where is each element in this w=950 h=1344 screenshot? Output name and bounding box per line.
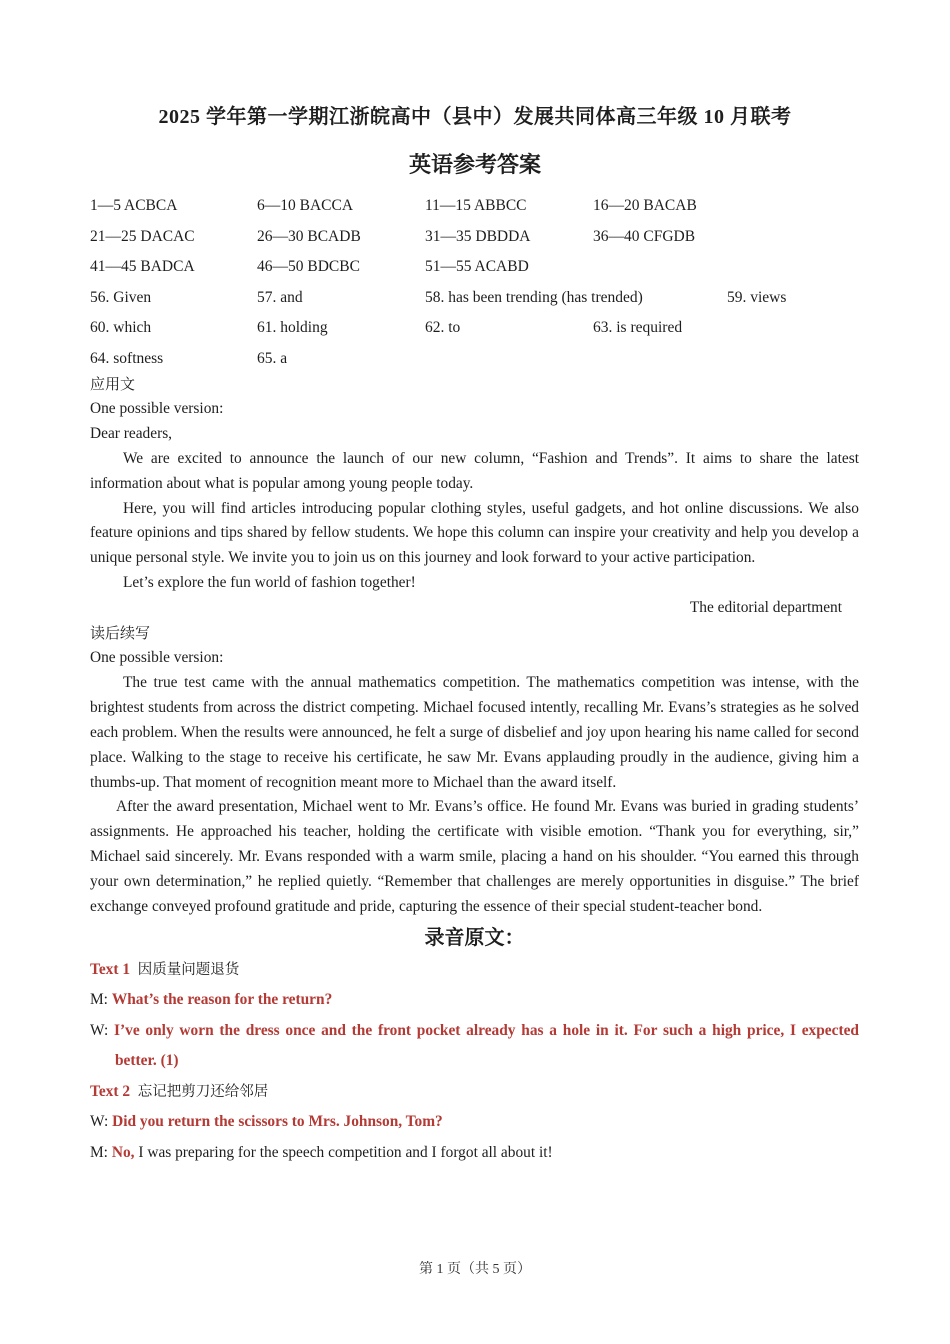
section-heading-continuation: 读后续写 [90,624,151,643]
answer-cell: 16—20 BACAB [593,197,697,214]
dialogue-line [90,1138,859,1169]
document-body [90,372,859,1168]
answer-cell: 62. to [425,319,461,336]
dialogue-line [90,1016,859,1077]
answer-cell: 57. and [257,288,303,306]
answer-cell: 1—5 ACBCA [90,197,178,214]
dialogue-line [90,985,859,1016]
dialogue-text: What’s the reason for the return? [111,991,333,1009]
answer-cell: 56. Given [90,288,152,306]
letter-paragraph: We are excited to announce the launch of our new column, “Fashion and Trends”. It aims to share the latest information about what is popular among young people today. [90,449,859,492]
answer-cell: 51—55 ACABD [425,258,529,275]
section-heading-writing: 应用文 [90,375,136,393]
answer-row [90,228,870,259]
answer-row [90,319,870,350]
text1-topic: 因质量问题退货 [137,961,240,978]
speaker-label: W: [90,1021,109,1039]
dialogue-text: Did you return the scissors to Mrs. Johnson, Tom? [112,1113,443,1131]
answer-cell: 6—10 BACCA [257,197,354,214]
dialogue-text: I was preparing for the speech competition and I forgot all about it! [138,1143,553,1161]
story-paragraph: After the award presentation, Michael went to Mr. Evans’s office. He found Mr. Evans was buried in grading students’ assignments. He approached his teacher, holding the certificate with visible emotion. “Thank you for everything, sir,” Michael said sincerely. Mr. Evans responded with a warm smile, placing a hand on his shoulder. “You earned this through your own determination,” he replied quietly. “Remember that challenges are merely opportunities in disguise.” The brief exchange conveyed profound gratitude and pride, capturing the essence of their special student-teacher bond. [90,798,859,916]
answer-cell: 36—40 CFGDB [593,227,696,245]
speaker-label: M: [90,1143,108,1161]
letter-paragraph: Let’s explore the fun world of fashion together! [123,574,416,592]
story-paragraph: The true test came with the annual mathematics competition. The mathematics competition was intense, with the brightest students from across the district competing. Michael focused intently, recalling Mr. Evans’s strategies as he solved each problem. When the results were announced, he felt a surge of disbelief and joy upon hearing his name called for second place. Walking to the stage to receive his certificate, he saw Mr. Evans applauding proudly in the audience, giving him a thumbs-up. That moment of recognition meant more to Michael than the award itself. [90,673,859,791]
answer-cell: 61. holding [257,319,328,336]
answer-cell: 26—30 BCADB [257,227,361,245]
dialogue-text: I’ve only worn the dress once and the front pocket already has a hole in it. For such a high price, I expected better. (1) [114,1021,859,1070]
answer-cell: 31—35 DBDDA [425,227,531,245]
version-label: One possible version: [90,648,224,666]
page-title: 2025 学年第一学期江浙皖高中（县中）发展共同体高三年级 10 月联考 [158,106,792,128]
answer-cell: 58. has been trending (has trended) [425,288,643,306]
answer-cell: 21—25 DACAC [90,227,195,245]
text2-tag: Text 2 [90,1082,131,1100]
text1-tag: Text 1 [90,960,131,978]
page-subtitle: 英语参考答案 [408,152,541,177]
letter-paragraph: Here, you will find articles introducing popular clothing styles, useful gadgets, and hot online discussions. We also feature opinions and tips shared by fellow students. We hope this column can inspire your creativity and help you develop a unique personal style. We invite you to join us on this journey and look forward to your active participation. [90,499,859,567]
answer-cell: 63. is required [593,319,683,336]
dialogue-answer: No, [111,1143,135,1161]
answer-cell: 64. softness [90,349,164,367]
answer-row [90,258,870,289]
page-footer: 第 1 页（共 5 页） [419,1262,531,1277]
speaker-label: M: [90,991,108,1009]
text1-heading [90,955,859,986]
answer-row [90,289,870,320]
version-label: One possible version: [90,399,224,417]
text2-topic: 忘记把剪刀还给邻居 [137,1083,269,1100]
answer-key [90,197,870,380]
answer-cell: 41—45 BADCA [90,258,195,275]
answer-cell: 60. which [90,319,152,336]
answer-row [90,197,870,228]
transcript [90,955,859,1169]
answer-cell: 59. views [727,288,787,306]
answer-cell: 11—15 ABBCC [425,197,527,214]
speaker-label: W: [90,1113,109,1131]
letter-signature: The editorial department [689,599,842,617]
answer-cell: 65. a [257,349,288,367]
letter-greeting: Dear readers, [90,424,173,442]
answer-cell: 46—50 BDCBC [257,258,360,275]
transcript-heading: 录音原文： [424,924,525,949]
dialogue-line [90,1107,859,1138]
text2-heading [90,1077,859,1108]
